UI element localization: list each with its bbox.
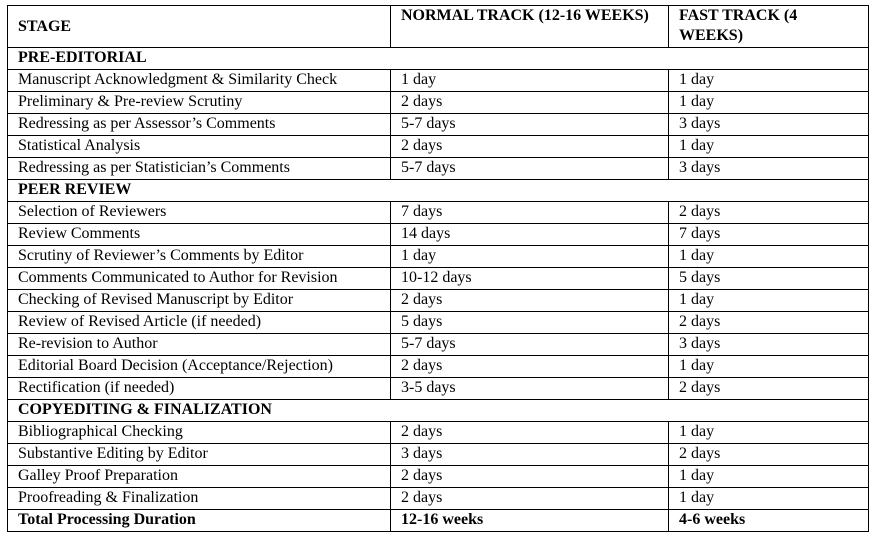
normal-track-cell: 14 days [391,224,669,246]
table-row [8,158,869,180]
normal-track-cell: 1 day [391,70,669,92]
normal-track-cell: 7 days [391,202,669,224]
section-title: COPYEDITING & FINALIZATION [8,400,869,422]
normal-track-cell: 2 days [391,466,669,488]
table-row [8,70,869,92]
fast-track-cell: 2 days [669,202,869,224]
normal-track-cell: 2 days [391,422,669,444]
fast-track-cell: 2 days [669,378,869,400]
normal-track-cell: 5-7 days [391,334,669,356]
header-normal-track: NORMAL TRACK (12-16 WEEKS) [391,6,669,48]
fast-track-cell: 1 day [669,136,869,158]
fast-track-cell: 1 day [669,70,869,92]
fast-track-cell: 1 day [669,488,869,510]
header-stage: STAGE [8,6,391,48]
fast-track-cell: 3 days [669,114,869,136]
stage-cell: Checking of Revised Manuscript by Editor [8,290,391,312]
table-row [8,202,869,224]
header-row [8,6,869,48]
normal-track-cell: 3-5 days [391,378,669,400]
table-row [8,136,869,158]
table-body [8,48,869,510]
table-row [8,268,869,290]
stage-cell: Comments Communicated to Author for Revision [8,268,391,290]
stage-cell: Galley Proof Preparation [8,466,391,488]
fast-track-cell: 2 days [669,312,869,334]
stage-cell: Redressing as per Assessor’s Comments [8,114,391,136]
fast-track-cell: 1 day [669,422,869,444]
stage-cell: Rectification (if needed) [8,378,391,400]
stage-cell: Review of Revised Article (if needed) [8,312,391,334]
normal-track-cell: 2 days [391,290,669,312]
normal-track-cell: 2 days [391,136,669,158]
normal-track-cell: 2 days [391,488,669,510]
normal-track-cell: 2 days [391,356,669,378]
fast-track-cell: 1 day [669,92,869,114]
normal-track-cell: 1 day [391,246,669,268]
table-row [8,224,869,246]
normal-track-cell: 5-7 days [391,158,669,180]
stage-cell: Preliminary & Pre-review Scrutiny [8,92,391,114]
stage-cell: Manuscript Acknowledgment & Similarity Check [8,70,391,92]
normal-track-cell: 2 days [391,92,669,114]
header-fast-track: FAST TRACK (4 WEEKS) [669,6,869,48]
processing-timeline-table [7,5,869,532]
fast-track-cell: 2 days [669,444,869,466]
stage-cell: Statistical Analysis [8,136,391,158]
table-row [8,290,869,312]
total-normal: 12-16 weeks [391,510,669,532]
total-stage: Total Processing Duration [8,510,391,532]
fast-track-cell: 1 day [669,466,869,488]
total-fast: 4-6 weeks [669,510,869,532]
table-row [8,334,869,356]
section-header-row [8,180,869,202]
fast-track-cell: 3 days [669,334,869,356]
stage-cell: Proofreading & Finalization [8,488,391,510]
table-row [8,422,869,444]
stage-cell: Bibliographical Checking [8,422,391,444]
table-row [8,488,869,510]
table-row [8,356,869,378]
section-header-row [8,400,869,422]
fast-track-cell: 1 day [669,246,869,268]
stage-cell: Substantive Editing by Editor [8,444,391,466]
table-row [8,444,869,466]
section-header-row [8,48,869,70]
table-row [8,92,869,114]
section-title: PEER REVIEW [8,180,869,202]
stage-cell: Editorial Board Decision (Acceptance/Rejection) [8,356,391,378]
stage-cell: Redressing as per Statistician’s Comments [8,158,391,180]
fast-track-cell: 5 days [669,268,869,290]
stage-cell: Scrutiny of Reviewer’s Comments by Editor [8,246,391,268]
table-row [8,378,869,400]
stage-cell: Review Comments [8,224,391,246]
table-row [8,114,869,136]
normal-track-cell: 10-12 days [391,268,669,290]
normal-track-cell: 5-7 days [391,114,669,136]
table-row [8,466,869,488]
table-row [8,312,869,334]
total-row [8,510,869,532]
section-title: PRE-EDITORIAL [8,48,869,70]
normal-track-cell: 5 days [391,312,669,334]
stage-cell: Selection of Reviewers [8,202,391,224]
normal-track-cell: 3 days [391,444,669,466]
stage-cell: Re-revision to Author [8,334,391,356]
fast-track-cell: 1 day [669,290,869,312]
fast-track-cell: 7 days [669,224,869,246]
fast-track-cell: 3 days [669,158,869,180]
fast-track-cell: 1 day [669,356,869,378]
table-row [8,246,869,268]
